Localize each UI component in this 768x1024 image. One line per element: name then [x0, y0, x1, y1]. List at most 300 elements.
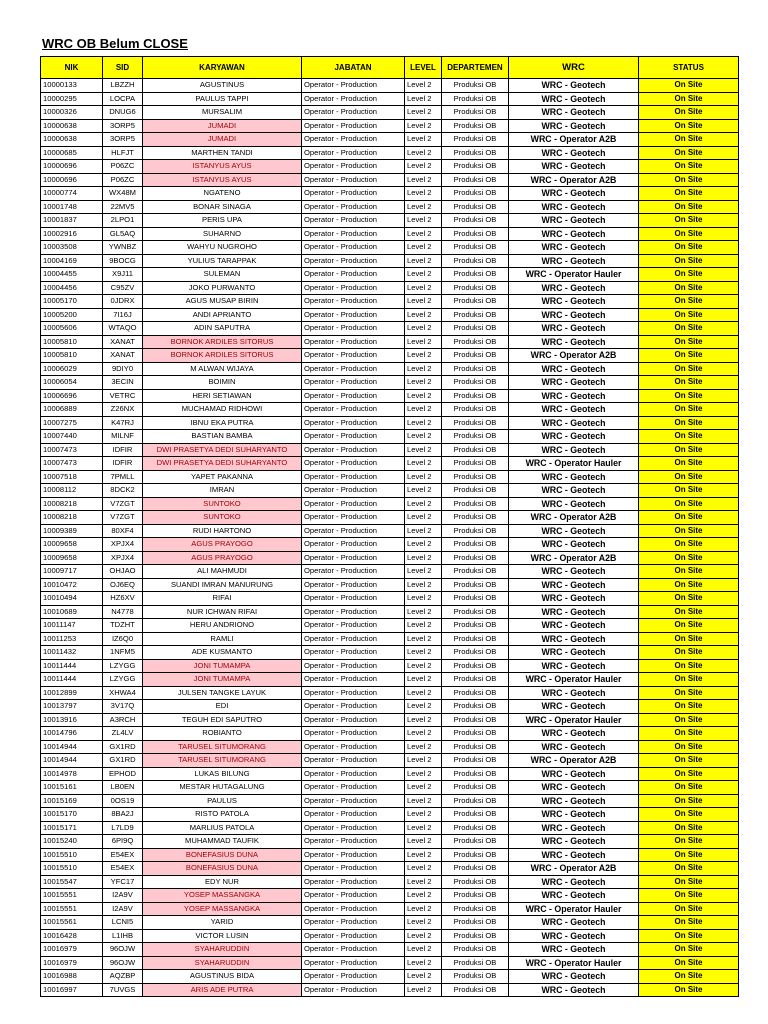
- cell-status[interactable]: On Site: [639, 268, 739, 282]
- cell-wrc[interactable]: WRC - Geotech: [509, 781, 639, 795]
- cell-sid[interactable]: A3RCH: [103, 713, 143, 727]
- cell-nik[interactable]: 10015547: [41, 875, 103, 889]
- cell-status[interactable]: On Site: [639, 92, 739, 106]
- cell-departemen[interactable]: Produksi OB: [442, 79, 509, 93]
- cell-nik[interactable]: 10008218: [41, 497, 103, 511]
- cell-karyawan[interactable]: M ALWAN WIJAYA: [143, 362, 302, 376]
- cell-departemen[interactable]: Produksi OB: [442, 740, 509, 754]
- cell-sid[interactable]: 7I16J: [103, 308, 143, 322]
- cell-departemen[interactable]: Produksi OB: [442, 794, 509, 808]
- cell-level[interactable]: Level 2: [405, 713, 442, 727]
- cell-jabatan[interactable]: Operator - Production: [302, 106, 405, 120]
- cell-nik[interactable]: 10000696: [41, 173, 103, 187]
- cell-status[interactable]: On Site: [639, 133, 739, 147]
- cell-sid[interactable]: 9BOCG: [103, 254, 143, 268]
- cell-status[interactable]: On Site: [639, 646, 739, 660]
- cell-sid[interactable]: N4778: [103, 605, 143, 619]
- cell-level[interactable]: Level 2: [405, 970, 442, 984]
- cell-karyawan[interactable]: EDY NUR: [143, 875, 302, 889]
- cell-wrc[interactable]: WRC - Geotech: [509, 106, 639, 120]
- cell-status[interactable]: On Site: [639, 808, 739, 822]
- cell-sid[interactable]: 96OJW: [103, 943, 143, 957]
- cell-karyawan[interactable]: MURSALIM: [143, 106, 302, 120]
- cell-sid[interactable]: E54EX: [103, 862, 143, 876]
- cell-sid[interactable]: V7ZGT: [103, 511, 143, 525]
- cell-departemen[interactable]: Produksi OB: [442, 673, 509, 687]
- cell-sid[interactable]: HLFJT: [103, 146, 143, 160]
- cell-nik[interactable]: 10000133: [41, 79, 103, 93]
- cell-wrc[interactable]: WRC - Geotech: [509, 362, 639, 376]
- cell-departemen[interactable]: Produksi OB: [442, 308, 509, 322]
- cell-karyawan[interactable]: RIFAI: [143, 592, 302, 606]
- cell-status[interactable]: On Site: [639, 119, 739, 133]
- cell-level[interactable]: Level 2: [405, 173, 442, 187]
- cell-status[interactable]: On Site: [639, 524, 739, 538]
- cell-wrc[interactable]: WRC - Geotech: [509, 92, 639, 106]
- cell-karyawan[interactable]: VICTOR LUSIN: [143, 929, 302, 943]
- cell-karyawan[interactable]: ARIS ADE PUTRA: [143, 983, 302, 997]
- cell-jabatan[interactable]: Operator - Production: [302, 268, 405, 282]
- cell-level[interactable]: Level 2: [405, 92, 442, 106]
- cell-karyawan[interactable]: RAMLI: [143, 632, 302, 646]
- cell-level[interactable]: Level 2: [405, 524, 442, 538]
- cell-status[interactable]: On Site: [639, 835, 739, 849]
- cell-nik[interactable]: 10009658: [41, 551, 103, 565]
- cell-status[interactable]: On Site: [639, 767, 739, 781]
- cell-level[interactable]: Level 2: [405, 673, 442, 687]
- cell-karyawan[interactable]: YAPET PAKANNA: [143, 470, 302, 484]
- cell-wrc[interactable]: WRC - Geotech: [509, 119, 639, 133]
- cell-status[interactable]: On Site: [639, 187, 739, 201]
- cell-wrc[interactable]: WRC - Operator Hauler: [509, 457, 639, 471]
- cell-wrc[interactable]: WRC - Geotech: [509, 875, 639, 889]
- cell-nik[interactable]: 10007518: [41, 470, 103, 484]
- cell-level[interactable]: Level 2: [405, 794, 442, 808]
- cell-status[interactable]: On Site: [639, 902, 739, 916]
- cell-jabatan[interactable]: Operator - Production: [302, 322, 405, 336]
- cell-jabatan[interactable]: Operator - Production: [302, 119, 405, 133]
- cell-sid[interactable]: LBZZH: [103, 79, 143, 93]
- cell-sid[interactable]: XANAT: [103, 335, 143, 349]
- cell-jabatan[interactable]: Operator - Production: [302, 821, 405, 835]
- cell-nik[interactable]: 10015240: [41, 835, 103, 849]
- cell-karyawan[interactable]: WAHYU NUGROHO: [143, 241, 302, 255]
- cell-sid[interactable]: TDZHT: [103, 619, 143, 633]
- cell-jabatan[interactable]: Operator - Production: [302, 524, 405, 538]
- cell-sid[interactable]: LZYGG: [103, 659, 143, 673]
- cell-sid[interactable]: V7ZGT: [103, 497, 143, 511]
- cell-level[interactable]: Level 2: [405, 700, 442, 714]
- cell-karyawan[interactable]: IMRAN: [143, 484, 302, 498]
- cell-sid[interactable]: 22MV5: [103, 200, 143, 214]
- cell-sid[interactable]: LZYGG: [103, 673, 143, 687]
- cell-sid[interactable]: ZL4LV: [103, 727, 143, 741]
- cell-nik[interactable]: 10008218: [41, 511, 103, 525]
- cell-status[interactable]: On Site: [639, 295, 739, 309]
- cell-level[interactable]: Level 2: [405, 956, 442, 970]
- cell-level[interactable]: Level 2: [405, 754, 442, 768]
- cell-departemen[interactable]: Produksi OB: [442, 754, 509, 768]
- cell-sid[interactable]: WX48M: [103, 187, 143, 201]
- cell-status[interactable]: On Site: [639, 659, 739, 673]
- cell-wrc[interactable]: WRC - Geotech: [509, 322, 639, 336]
- cell-status[interactable]: On Site: [639, 916, 739, 930]
- cell-departemen[interactable]: Produksi OB: [442, 470, 509, 484]
- cell-jabatan[interactable]: Operator - Production: [302, 578, 405, 592]
- cell-wrc[interactable]: WRC - Operator Hauler: [509, 902, 639, 916]
- cell-sid[interactable]: GX1RD: [103, 740, 143, 754]
- cell-karyawan[interactable]: AGUSTINUS: [143, 79, 302, 93]
- cell-jabatan[interactable]: Operator - Production: [302, 281, 405, 295]
- cell-karyawan[interactable]: JULSEN TANGKE LAYUK: [143, 686, 302, 700]
- cell-departemen[interactable]: Produksi OB: [442, 524, 509, 538]
- cell-jabatan[interactable]: Operator - Production: [302, 862, 405, 876]
- cell-karyawan[interactable]: SULEMAN: [143, 268, 302, 282]
- cell-nik[interactable]: 10014978: [41, 767, 103, 781]
- cell-wrc[interactable]: WRC - Operator A2B: [509, 511, 639, 525]
- cell-level[interactable]: Level 2: [405, 484, 442, 498]
- cell-wrc[interactable]: WRC - Operator Hauler: [509, 956, 639, 970]
- header-jabatan[interactable]: JABATAN: [302, 57, 405, 79]
- cell-wrc[interactable]: WRC - Geotech: [509, 416, 639, 430]
- cell-level[interactable]: Level 2: [405, 740, 442, 754]
- cell-level[interactable]: Level 2: [405, 160, 442, 174]
- cell-wrc[interactable]: WRC - Geotech: [509, 700, 639, 714]
- cell-departemen[interactable]: Produksi OB: [442, 214, 509, 228]
- cell-nik[interactable]: 10009717: [41, 565, 103, 579]
- cell-status[interactable]: On Site: [639, 79, 739, 93]
- cell-departemen[interactable]: Produksi OB: [442, 970, 509, 984]
- cell-jabatan[interactable]: Operator - Production: [302, 470, 405, 484]
- cell-nik[interactable]: 10007440: [41, 430, 103, 444]
- cell-status[interactable]: On Site: [639, 430, 739, 444]
- cell-jabatan[interactable]: Operator - Production: [302, 160, 405, 174]
- cell-nik[interactable]: 10011253: [41, 632, 103, 646]
- cell-departemen[interactable]: Produksi OB: [442, 119, 509, 133]
- cell-departemen[interactable]: Produksi OB: [442, 187, 509, 201]
- cell-level[interactable]: Level 2: [405, 254, 442, 268]
- cell-sid[interactable]: I2A9V: [103, 889, 143, 903]
- cell-karyawan[interactable]: HERI SETIAWAN: [143, 389, 302, 403]
- cell-karyawan[interactable]: YOSEP MASSANGKA: [143, 889, 302, 903]
- cell-wrc[interactable]: WRC - Geotech: [509, 767, 639, 781]
- cell-karyawan[interactable]: SYAHARUDDIN: [143, 943, 302, 957]
- cell-karyawan[interactable]: BONEFASIUS DUNA: [143, 848, 302, 862]
- cell-level[interactable]: Level 2: [405, 686, 442, 700]
- cell-nik[interactable]: 10011444: [41, 673, 103, 687]
- cell-jabatan[interactable]: Operator - Production: [302, 349, 405, 363]
- cell-karyawan[interactable]: MESTAR HUTAGALUNG: [143, 781, 302, 795]
- cell-sid[interactable]: LOCPA: [103, 92, 143, 106]
- cell-wrc[interactable]: WRC - Geotech: [509, 835, 639, 849]
- cell-nik[interactable]: 10015510: [41, 862, 103, 876]
- cell-karyawan[interactable]: PERIS UPA: [143, 214, 302, 228]
- cell-jabatan[interactable]: Operator - Production: [302, 673, 405, 687]
- cell-wrc[interactable]: WRC - Geotech: [509, 592, 639, 606]
- cell-sid[interactable]: IZ6Q0: [103, 632, 143, 646]
- cell-wrc[interactable]: WRC - Operator A2B: [509, 349, 639, 363]
- cell-level[interactable]: Level 2: [405, 214, 442, 228]
- cell-departemen[interactable]: Produksi OB: [442, 983, 509, 997]
- cell-level[interactable]: Level 2: [405, 619, 442, 633]
- cell-karyawan[interactable]: AGUS MUSAP BIRIN: [143, 295, 302, 309]
- cell-jabatan[interactable]: Operator - Production: [302, 686, 405, 700]
- cell-sid[interactable]: 6PI9Q: [103, 835, 143, 849]
- cell-nik[interactable]: 10007275: [41, 416, 103, 430]
- cell-status[interactable]: On Site: [639, 511, 739, 525]
- cell-level[interactable]: Level 2: [405, 767, 442, 781]
- cell-status[interactable]: On Site: [639, 794, 739, 808]
- cell-karyawan[interactable]: ISTANYUS AYUS: [143, 160, 302, 174]
- cell-departemen[interactable]: Produksi OB: [442, 349, 509, 363]
- cell-jabatan[interactable]: Operator - Production: [302, 700, 405, 714]
- cell-wrc[interactable]: WRC - Geotech: [509, 727, 639, 741]
- cell-nik[interactable]: 10011444: [41, 659, 103, 673]
- cell-wrc[interactable]: WRC - Operator Hauler: [509, 713, 639, 727]
- cell-status[interactable]: On Site: [639, 673, 739, 687]
- cell-departemen[interactable]: Produksi OB: [442, 241, 509, 255]
- cell-karyawan[interactable]: IBNU EKA PUTRA: [143, 416, 302, 430]
- cell-level[interactable]: Level 2: [405, 376, 442, 390]
- cell-status[interactable]: On Site: [639, 227, 739, 241]
- cell-status[interactable]: On Site: [639, 875, 739, 889]
- cell-nik[interactable]: 10007473: [41, 443, 103, 457]
- cell-departemen[interactable]: Produksi OB: [442, 430, 509, 444]
- cell-karyawan[interactable]: NUR ICHWAN RIFAI: [143, 605, 302, 619]
- cell-level[interactable]: Level 2: [405, 443, 442, 457]
- header-nik[interactable]: NIK: [41, 57, 103, 79]
- cell-departemen[interactable]: Produksi OB: [442, 538, 509, 552]
- cell-departemen[interactable]: Produksi OB: [442, 929, 509, 943]
- cell-sid[interactable]: HZ6XV: [103, 592, 143, 606]
- cell-status[interactable]: On Site: [639, 254, 739, 268]
- cell-status[interactable]: On Site: [639, 362, 739, 376]
- cell-departemen[interactable]: Produksi OB: [442, 727, 509, 741]
- cell-departemen[interactable]: Produksi OB: [442, 700, 509, 714]
- cell-jabatan[interactable]: Operator - Production: [302, 632, 405, 646]
- cell-nik[interactable]: 10013916: [41, 713, 103, 727]
- cell-status[interactable]: On Site: [639, 470, 739, 484]
- cell-sid[interactable]: LCNI5: [103, 916, 143, 930]
- cell-level[interactable]: Level 2: [405, 848, 442, 862]
- cell-wrc[interactable]: WRC - Geotech: [509, 308, 639, 322]
- cell-wrc[interactable]: WRC - Geotech: [509, 214, 639, 228]
- cell-departemen[interactable]: Produksi OB: [442, 160, 509, 174]
- cell-jabatan[interactable]: Operator - Production: [302, 241, 405, 255]
- cell-status[interactable]: On Site: [639, 565, 739, 579]
- cell-departemen[interactable]: Produksi OB: [442, 376, 509, 390]
- cell-jabatan[interactable]: Operator - Production: [302, 200, 405, 214]
- cell-sid[interactable]: XPJX4: [103, 551, 143, 565]
- cell-jabatan[interactable]: Operator - Production: [302, 146, 405, 160]
- cell-karyawan[interactable]: DWI PRASETYA DEDI SUHARYANTO: [143, 443, 302, 457]
- cell-karyawan[interactable]: JUMADI: [143, 133, 302, 147]
- cell-departemen[interactable]: Produksi OB: [442, 862, 509, 876]
- cell-level[interactable]: Level 2: [405, 335, 442, 349]
- cell-nik[interactable]: 10016428: [41, 929, 103, 943]
- cell-wrc[interactable]: WRC - Geotech: [509, 619, 639, 633]
- cell-sid[interactable]: Z26NX: [103, 403, 143, 417]
- cell-sid[interactable]: 3ORP5: [103, 119, 143, 133]
- cell-level[interactable]: Level 2: [405, 592, 442, 606]
- cell-karyawan[interactable]: BASTIAN BAMBA: [143, 430, 302, 444]
- cell-departemen[interactable]: Produksi OB: [442, 497, 509, 511]
- cell-sid[interactable]: X9J11: [103, 268, 143, 282]
- cell-sid[interactable]: 0OS19: [103, 794, 143, 808]
- cell-karyawan[interactable]: ADIN SAPUTRA: [143, 322, 302, 336]
- cell-nik[interactable]: 10010494: [41, 592, 103, 606]
- cell-sid[interactable]: 8BA2J: [103, 808, 143, 822]
- cell-level[interactable]: Level 2: [405, 281, 442, 295]
- cell-karyawan[interactable]: DWI PRASETYA DEDI SUHARYANTO: [143, 457, 302, 471]
- cell-level[interactable]: Level 2: [405, 875, 442, 889]
- cell-karyawan[interactable]: YULIUS TARAPPAK: [143, 254, 302, 268]
- cell-departemen[interactable]: Produksi OB: [442, 646, 509, 660]
- cell-departemen[interactable]: Produksi OB: [442, 443, 509, 457]
- cell-departemen[interactable]: Produksi OB: [442, 875, 509, 889]
- cell-jabatan[interactable]: Operator - Production: [302, 133, 405, 147]
- cell-jabatan[interactable]: Operator - Production: [302, 335, 405, 349]
- cell-wrc[interactable]: WRC - Geotech: [509, 794, 639, 808]
- cell-wrc[interactable]: WRC - Geotech: [509, 970, 639, 984]
- cell-nik[interactable]: 10015169: [41, 794, 103, 808]
- cell-karyawan[interactable]: SUANDI IMRAN MANURUNG: [143, 578, 302, 592]
- header-wrc[interactable]: WRC: [509, 57, 639, 79]
- cell-jabatan[interactable]: Operator - Production: [302, 214, 405, 228]
- cell-level[interactable]: Level 2: [405, 308, 442, 322]
- cell-wrc[interactable]: WRC - Geotech: [509, 916, 639, 930]
- cell-status[interactable]: On Site: [639, 929, 739, 943]
- cell-nik[interactable]: 10006889: [41, 403, 103, 417]
- cell-nik[interactable]: 10006696: [41, 389, 103, 403]
- cell-level[interactable]: Level 2: [405, 943, 442, 957]
- cell-departemen[interactable]: Produksi OB: [442, 254, 509, 268]
- cell-jabatan[interactable]: Operator - Production: [302, 551, 405, 565]
- cell-wrc[interactable]: WRC - Geotech: [509, 943, 639, 957]
- cell-jabatan[interactable]: Operator - Production: [302, 254, 405, 268]
- cell-jabatan[interactable]: Operator - Production: [302, 79, 405, 93]
- cell-sid[interactable]: 3ORP5: [103, 133, 143, 147]
- cell-nik[interactable]: 10015561: [41, 916, 103, 930]
- cell-level[interactable]: Level 2: [405, 106, 442, 120]
- cell-jabatan[interactable]: Operator - Production: [302, 403, 405, 417]
- cell-nik[interactable]: 10012899: [41, 686, 103, 700]
- cell-jabatan[interactable]: Operator - Production: [302, 565, 405, 579]
- cell-nik[interactable]: 10015171: [41, 821, 103, 835]
- cell-sid[interactable]: IDFIR: [103, 457, 143, 471]
- cell-karyawan[interactable]: PAULUS TAPPI: [143, 92, 302, 106]
- cell-departemen[interactable]: Produksi OB: [442, 551, 509, 565]
- cell-wrc[interactable]: WRC - Geotech: [509, 632, 639, 646]
- cell-karyawan[interactable]: RISTO PATOLA: [143, 808, 302, 822]
- cell-jabatan[interactable]: Operator - Production: [302, 295, 405, 309]
- cell-status[interactable]: On Site: [639, 308, 739, 322]
- cell-karyawan[interactable]: MARLIUS PATOLA: [143, 821, 302, 835]
- cell-level[interactable]: Level 2: [405, 821, 442, 835]
- cell-nik[interactable]: 10014944: [41, 740, 103, 754]
- cell-karyawan[interactable]: BOIMIN: [143, 376, 302, 390]
- cell-nik[interactable]: 10014944: [41, 754, 103, 768]
- cell-status[interactable]: On Site: [639, 497, 739, 511]
- cell-departemen[interactable]: Produksi OB: [442, 295, 509, 309]
- cell-sid[interactable]: 80XF4: [103, 524, 143, 538]
- cell-status[interactable]: On Site: [639, 619, 739, 633]
- cell-status[interactable]: On Site: [639, 281, 739, 295]
- cell-nik[interactable]: 10004455: [41, 268, 103, 282]
- cell-wrc[interactable]: WRC - Operator Hauler: [509, 673, 639, 687]
- cell-nik[interactable]: 10016988: [41, 970, 103, 984]
- cell-nik[interactable]: 10011147: [41, 619, 103, 633]
- cell-nik[interactable]: 10003508: [41, 241, 103, 255]
- cell-jabatan[interactable]: Operator - Production: [302, 457, 405, 471]
- cell-departemen[interactable]: Produksi OB: [442, 578, 509, 592]
- cell-jabatan[interactable]: Operator - Production: [302, 835, 405, 849]
- cell-karyawan[interactable]: BONEFASIUS DUNA: [143, 862, 302, 876]
- cell-wrc[interactable]: WRC - Geotech: [509, 497, 639, 511]
- cell-status[interactable]: On Site: [639, 160, 739, 174]
- cell-wrc[interactable]: WRC - Geotech: [509, 605, 639, 619]
- cell-wrc[interactable]: WRC - Geotech: [509, 929, 639, 943]
- cell-nik[interactable]: 10004169: [41, 254, 103, 268]
- cell-wrc[interactable]: WRC - Geotech: [509, 79, 639, 93]
- cell-level[interactable]: Level 2: [405, 862, 442, 876]
- cell-jabatan[interactable]: Operator - Production: [302, 173, 405, 187]
- cell-departemen[interactable]: Produksi OB: [442, 686, 509, 700]
- cell-departemen[interactable]: Produksi OB: [442, 200, 509, 214]
- cell-sid[interactable]: LB0EN: [103, 781, 143, 795]
- cell-status[interactable]: On Site: [639, 632, 739, 646]
- cell-level[interactable]: Level 2: [405, 497, 442, 511]
- cell-departemen[interactable]: Produksi OB: [442, 848, 509, 862]
- cell-karyawan[interactable]: ADE KUSMANTO: [143, 646, 302, 660]
- cell-wrc[interactable]: WRC - Geotech: [509, 200, 639, 214]
- cell-level[interactable]: Level 2: [405, 457, 442, 471]
- cell-departemen[interactable]: Produksi OB: [442, 322, 509, 336]
- cell-status[interactable]: On Site: [639, 173, 739, 187]
- header-departemen[interactable]: DEPARTEMEN: [442, 57, 509, 79]
- cell-wrc[interactable]: WRC - Geotech: [509, 146, 639, 160]
- cell-sid[interactable]: GX1RD: [103, 754, 143, 768]
- cell-level[interactable]: Level 2: [405, 119, 442, 133]
- cell-wrc[interactable]: WRC - Operator A2B: [509, 173, 639, 187]
- cell-sid[interactable]: I2A9V: [103, 902, 143, 916]
- cell-status[interactable]: On Site: [639, 322, 739, 336]
- cell-departemen[interactable]: Produksi OB: [442, 632, 509, 646]
- cell-wrc[interactable]: WRC - Geotech: [509, 484, 639, 498]
- cell-departemen[interactable]: Produksi OB: [442, 592, 509, 606]
- cell-jabatan[interactable]: Operator - Production: [302, 497, 405, 511]
- cell-karyawan[interactable]: BORNOK ARDILES SITORUS: [143, 335, 302, 349]
- cell-departemen[interactable]: Produksi OB: [442, 902, 509, 916]
- cell-nik[interactable]: 10005810: [41, 349, 103, 363]
- cell-jabatan[interactable]: Operator - Production: [302, 92, 405, 106]
- cell-nik[interactable]: 10000685: [41, 146, 103, 160]
- cell-departemen[interactable]: Produksi OB: [442, 659, 509, 673]
- cell-level[interactable]: Level 2: [405, 902, 442, 916]
- cell-sid[interactable]: XPJX4: [103, 538, 143, 552]
- cell-karyawan[interactable]: JOKO PURWANTO: [143, 281, 302, 295]
- cell-level[interactable]: Level 2: [405, 200, 442, 214]
- cell-jabatan[interactable]: Operator - Production: [302, 389, 405, 403]
- cell-status[interactable]: On Site: [639, 416, 739, 430]
- cell-status[interactable]: On Site: [639, 335, 739, 349]
- cell-wrc[interactable]: WRC - Geotech: [509, 295, 639, 309]
- cell-jabatan[interactable]: Operator - Production: [302, 605, 405, 619]
- cell-status[interactable]: On Site: [639, 943, 739, 957]
- cell-wrc[interactable]: WRC - Geotech: [509, 241, 639, 255]
- cell-sid[interactable]: XHWA4: [103, 686, 143, 700]
- cell-level[interactable]: Level 2: [405, 416, 442, 430]
